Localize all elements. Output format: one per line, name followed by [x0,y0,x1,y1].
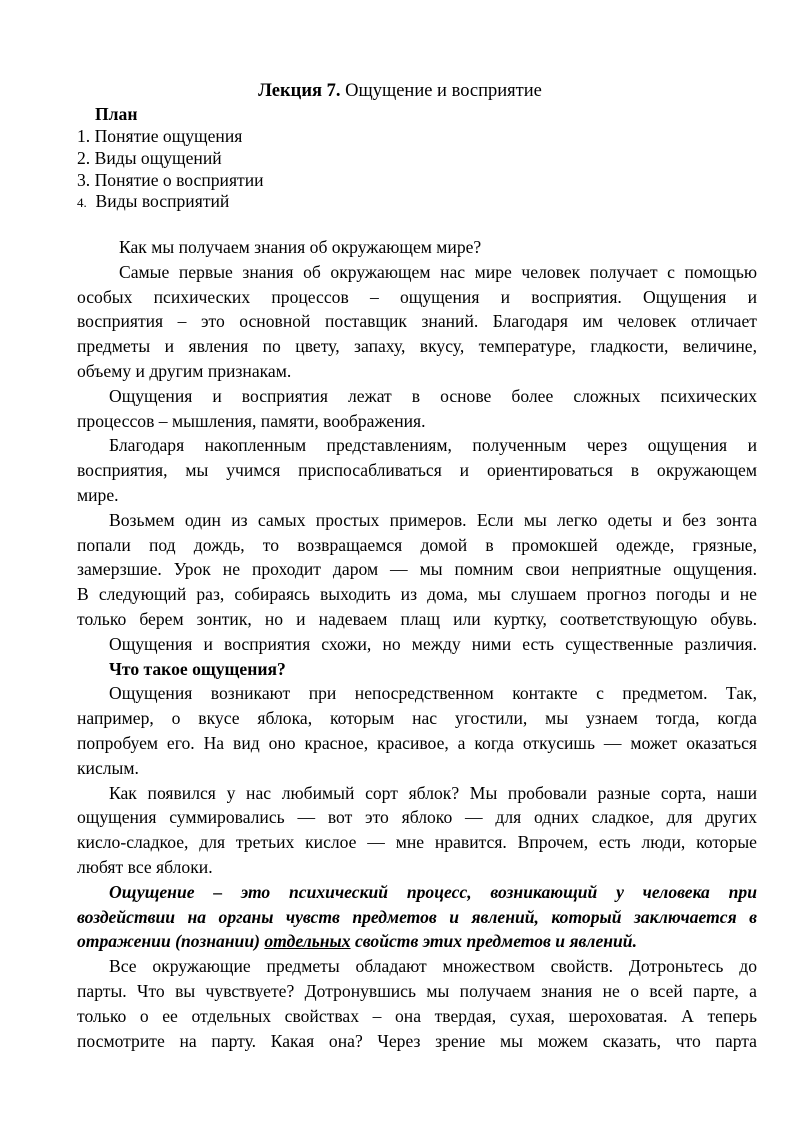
body-line: кисло-сладкое, для третьих кислое — мне нравится. Впрочем, есть люди, которые [77,832,757,853]
body-line: Самые первые знания об окружающем нас мире человек получает с помощью [119,261,757,282]
body-line: любят все яблоки. [77,856,213,877]
body-line: Возьмем один из самых простых примеров. Если мы легко одеты и без зонта [109,509,757,530]
body-line: Как появился у нас любимый сорт яблок? Мы пробовали разные сорта, наши [109,782,757,803]
body-line: замерзшие. Урок не проходит даром — мы помним свои неприятные ощущения. [77,559,757,580]
body-line: мире. [77,484,119,505]
plan-item-4-number: 4. [77,195,87,210]
plan-item-4 [77,189,229,216]
definition-line: Ощущение – это психический процесс, возникающий у человека при [109,881,757,902]
body-line: попробуем его. На вид оно красное, красивое, а когда откусишь — может оказаться [77,732,757,753]
definition-part: отражении (познании) [77,931,265,952]
body-line: восприятия, мы учимся приспосабливаться и ориентироваться в окружающем [77,460,757,481]
body-line: Ощущения и восприятия лежат в основе более сложных психических [109,385,757,406]
body-line: восприятия – это основной поставщик знаний. Благодаря им человек отличает [77,311,757,332]
definition-part: свойств этих предметов и явлений. [350,931,637,952]
plan-item-2: 2. Виды ощущений [77,148,222,168]
body-line: парты. Что вы чувствуете? Дотронувшись мы получаем знания не о всей парте, а [77,980,757,1001]
body-line: Благодаря накопленным представлениям, полученным через ощущения и [109,435,757,456]
definition-underlined-word: отдельных [264,931,351,952]
body-line: особых психических процессов – ощущения и восприятия. Ощущения и [77,286,757,307]
body-line: ощущения суммировались — вот это яблоко — для одних сладкое, для других [77,807,757,828]
lecture-topic: Ощущение и восприятие [340,81,542,101]
body-line: процессов – мышления, памяти, воображения. [77,410,426,431]
body-line: кислым. [77,757,139,778]
plan-item-3: 3. Понятие о восприятии [77,170,264,190]
body-line: например, о вкусе яблока, которым нас угостили, мы узнаем тогда, когда [77,708,757,729]
body-line: объему и другим признакам. [77,360,292,381]
body-line: только о ее отдельных свойствах – она твердая, сухая, шероховатая. А теперь [77,1005,757,1026]
section-heading: Что такое ощущения? [109,658,286,679]
lecture-number: Лекция 7. [258,81,341,101]
plan-item-1: 1. Понятие ощущения [77,126,243,146]
plan-item-4-text: Виды восприятий [86,191,230,211]
body-line: только берем зонтик, но и надеваем плащ или куртку, соответствующую обувь. [77,608,757,629]
body-line: посмотрите на парту. Какая она? Через зрение мы можем сказать, что парта [77,1030,757,1051]
body-line: Как мы получаем знания об окружающем мире? [119,237,482,257]
body-line: В следующий раз, собираясь выходить из дома, мы слушаем прогноз погоды и не [77,584,757,605]
definition-line [77,929,757,954]
lecture-title [0,79,800,104]
lecture-body [77,235,757,1053]
definition-line: воздействии на органы чувств предметов и явлений, который заключается в [77,906,757,927]
plan-heading: План [95,104,138,124]
body-line: Ощущения и восприятия схожи, но между ними есть существенные различия. [109,633,757,654]
body-line: предметы и явления по цвету, запаху, вкусу, температуре, гладкости, величине, [77,336,757,357]
body-line: Ощущения возникают при непосредственном контакте с предметом. Так, [109,683,757,704]
body-line: попали под дождь, то возвращаемся домой в промокшей одежде, грязные, [77,534,757,555]
body-line: Все окружающие предметы обладают множеством свойств. Дотроньтесь до [109,956,757,977]
